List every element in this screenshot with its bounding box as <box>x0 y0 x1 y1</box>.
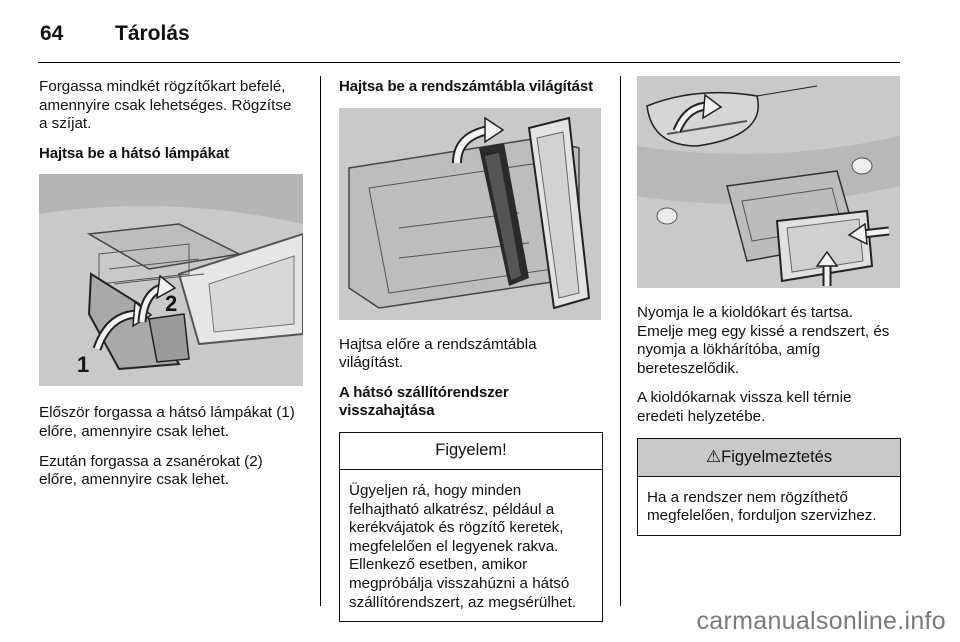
section-heading-plate-light: Hajtsa be a rendszámtábla világítást <box>339 78 594 95</box>
attention-notice-title: Figyelem! <box>340 433 602 470</box>
warning-notice-body: Ha a rendszer nem rögzíthető megfelelően, forduljon szervizhez. <box>647 488 877 525</box>
warning-title-text: Figyelmeztetés <box>721 447 833 466</box>
step-fold-plate-light: Hajtsa előre a rendszámtábla világítást. <box>339 335 537 372</box>
warning-notice <box>637 438 901 536</box>
rear-lights-illustration <box>39 174 303 386</box>
figure-label-2: 2 <box>165 291 178 317</box>
warning-notice-title <box>638 439 900 477</box>
section-heading-fold-back: A hátsó szállítórendszer visszahajtása <box>339 383 509 420</box>
release-lever-drawing <box>637 76 900 288</box>
step-lever-returns: A kioldókarnak vissza kell térnie eredeti helyzetébe. <box>637 389 852 425</box>
intro-paragraph: Forgassa mindkét rögzítőkart befelé, amennyire csak lehetséges. Rögzítse a szíjat. <box>39 78 292 133</box>
column-2 <box>339 78 603 622</box>
figure-label-1: 1 <box>77 352 90 378</box>
column-3 <box>637 76 901 536</box>
watermark: carmanualsonline.info <box>696 607 946 635</box>
page-number: 64 <box>40 22 64 45</box>
release-lever-illustration <box>637 76 900 288</box>
step-rotate-hinges: Ezután forgassa a zsanérokat (2) előre, amennyire csak lehet. <box>39 452 263 489</box>
column-1 <box>39 78 304 501</box>
rear-lights-drawing <box>39 174 303 386</box>
plate-light-drawing <box>339 108 601 320</box>
attention-notice-body: Ügyeljen rá, hogy minden felhajtható alkatrész, például a kerékvájatok és rögzítő keretek, megfelelően el legyenek rakva. Ellenkező esetben, amikor megpróbálja visszahúzni a hátsó szállítórendszert, az megsérülhet. <box>349 481 577 611</box>
section-heading-rear-lights: Hajtsa be a hátsó lámpákat <box>39 144 229 162</box>
page-title: Tárolás <box>115 22 190 45</box>
warning-triangle-icon: ⚠ <box>705 446 722 467</box>
header-rule <box>38 62 900 63</box>
attention-notice <box>339 432 603 622</box>
plate-light-illustration <box>339 108 601 320</box>
step-rotate-lights: Először forgassa a hátsó lámpákat (1) előre, amennyire csak lehet. <box>39 404 295 440</box>
step-press-release-lever: Nyomja le a kioldókart és tartsa. Emelje meg egy kissé a rendszert, és nyomja a lökhárítóba, amíg bereteszelődik. <box>637 304 890 377</box>
column-divider-left <box>320 76 321 606</box>
column-divider-right <box>620 76 621 606</box>
